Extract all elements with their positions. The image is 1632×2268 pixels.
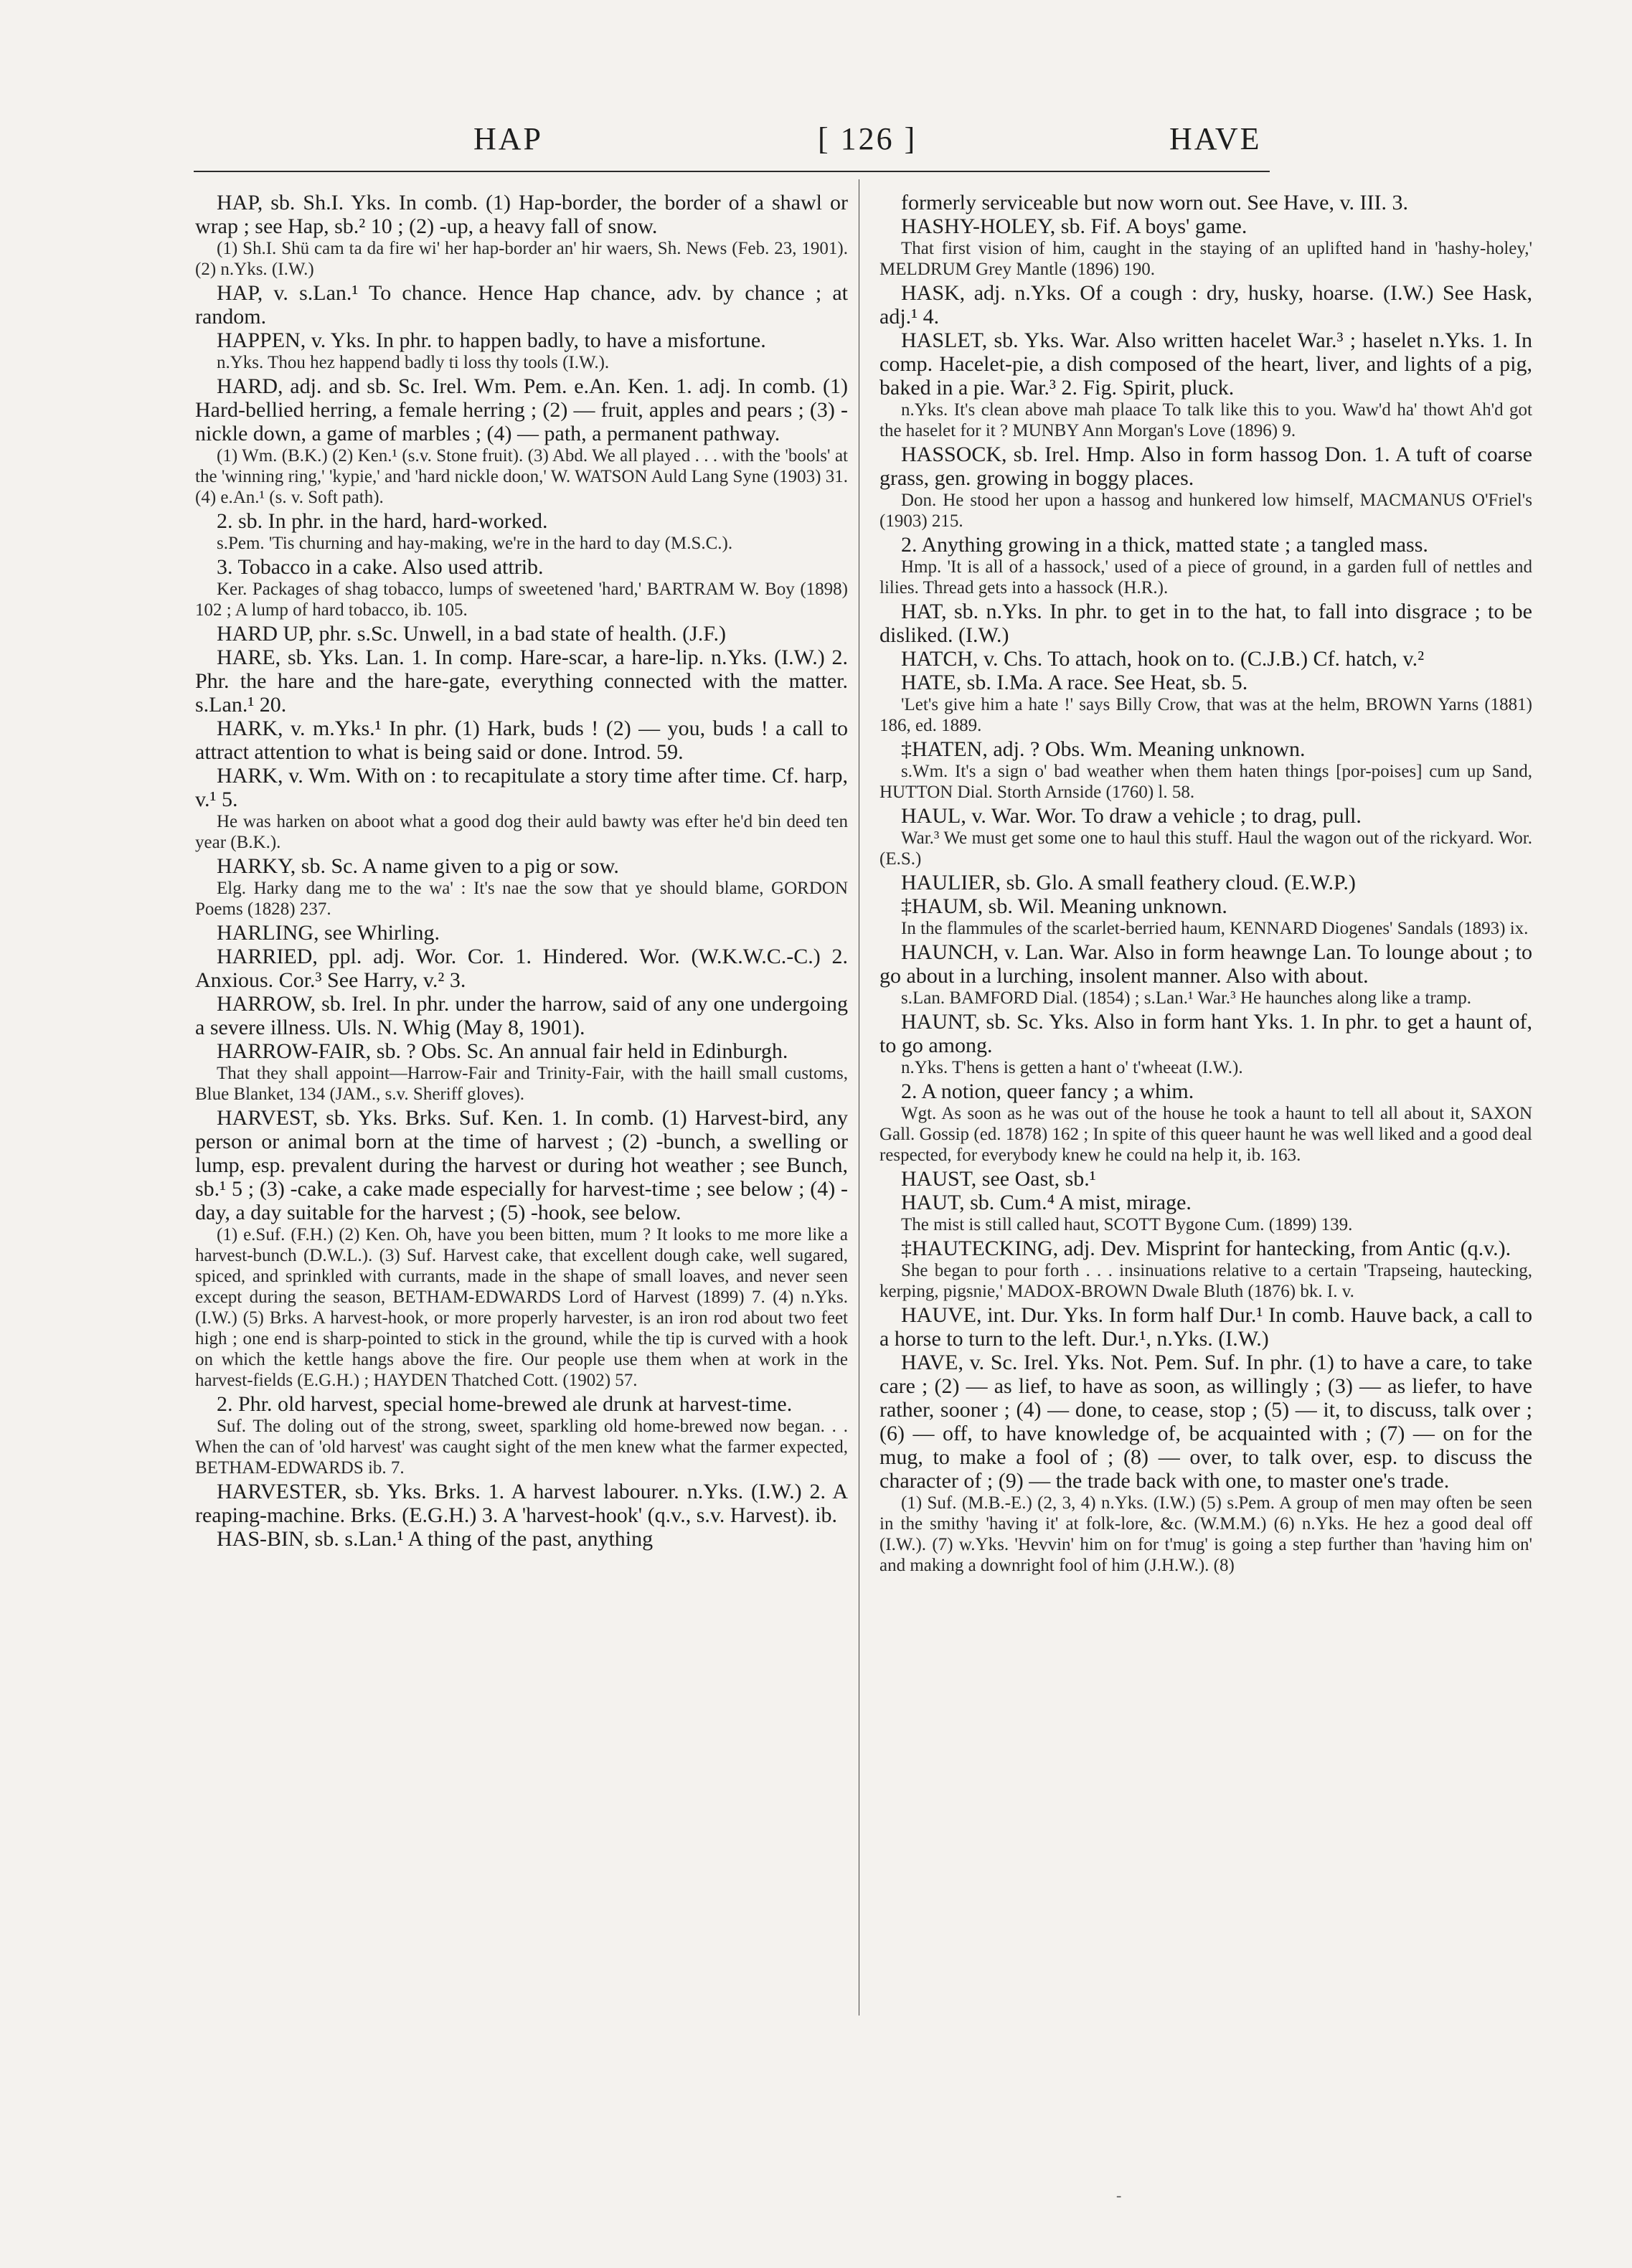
dictionary-entry: HATCH, v. Chs. To attach, hook on to. (C.J.B.) Cf. hatch, v.² <box>901 647 1425 671</box>
dictionary-entry: HARRIED, ppl. adj. Wor. Cor. 1. Hindered. Wor. (W.K.W.C.-C.) 2. Anxious. Cor.³ See Harry, v.² 3. <box>195 945 848 992</box>
citation-paragraph: Ker. Packages of shag tobacco, lumps of sweetened 'hard,' BARTRAM W. Boy (1898) 102 ; A lump of hard tobacco, ib. 105. <box>195 580 848 620</box>
citation-paragraph: Elg. Harky dang me to the wa' : It's nae the sow that ye should blame, GORDON Poems (1828) 237. <box>195 879 848 919</box>
citation-paragraph: n.Yks. It's clean above mah plaace To talk like this to you. Waw'd ha' thowt Ah'd got the haselet for it ? MUNBY Ann Morgan's Love (1896) 9. <box>879 400 1532 440</box>
citation-paragraph: Hmp. 'It is all of a hassock,' used of a piece of ground, in a garden full of nettles and lilies. Thread gets into a hassock (H.R.). <box>879 557 1532 597</box>
citation-paragraph: s.Lan. BAMFORD Dial. (1854) ; s.Lan.¹ War.³ He haunches along like a tramp. <box>901 988 1472 1008</box>
dictionary-entry: HAS-BIN, sb. s.Lan.¹ A thing of the past, anything <box>217 1527 654 1551</box>
citation-paragraph: (1) Wm. (B.K.) (2) Ken.¹ (s.v. Stone fruit). (3) Abd. We all played . . . with the 'bools' at the 'winning ring,' 'kypie,' and 'hard nickle doon,' W. WATSON Auld Lang Syne (1903) 31. (4) e.An.¹ (s. v. Soft path). <box>195 446 848 507</box>
citation-paragraph: She began to pour forth . . . insinuations relative to a certain 'Trapseing, hautecking, kerping, pigsnie,' MADOX-BROWN Dwale Bluth (1876) bk. I. v. <box>879 1261 1532 1301</box>
citation-paragraph: s.Pem. 'Tis churning and hay-making, we're in the hard to day (M.S.C.). <box>217 534 733 553</box>
dictionary-entry: HAUNCH, v. Lan. War. Also in form heawnge Lan. To lounge about ; to go about in a lurching, insolent manner. Also with about. <box>879 940 1532 988</box>
dictionary-entry: HARE, sb. Yks. Lan. 1. In comp. Hare-scar, a hare-lip. n.Yks. (I.W.) 2. Phr. the hare and the hare-gate, everything connected with the matter. s.Lan.¹ 20. <box>195 646 848 717</box>
dictionary-entry: HASLET, sb. Yks. War. Also written hacelet War.³ ; haselet n.Yks. 1. In comp. Hacelet-pie, a dish composed of the heart, liver, and lights of a pig, baked in a pie. War.³ 2. Fig. Spirit, pluck. <box>879 329 1532 400</box>
citation-paragraph: (1) Sh.I. Shü cam ta da fire wi' her hap-border an' hir waers, Sh. News (Feb. 23, 1901). (2) n.Yks. (I.W.) <box>195 239 848 279</box>
running-header <box>194 121 1270 171</box>
header-first-word: HAP <box>473 121 544 156</box>
left-column <box>195 191 848 2027</box>
dictionary-entry: 2. Phr. old harvest, special home-brewed ale drunk at harvest-time. <box>217 1392 793 1416</box>
citation-paragraph: The mist is still called haut, SCOTT Bygone Cum. (1899) 139. <box>901 1215 1353 1234</box>
dictionary-entry: 2. Anything growing in a thick, matted state ; a tangled mass. <box>901 533 1428 557</box>
footer-mark: - <box>1116 2186 1122 2204</box>
dictionary-entry: HARROW-FAIR, sb. ? Obs. Sc. An annual fair held in Edinburgh. <box>217 1039 788 1063</box>
citation-paragraph: n.Yks. Thou hez happend badly ti loss thy tools (I.W.). <box>217 353 610 372</box>
dictionary-entry: HAT, sb. n.Yks. In phr. to get in to the hat, to fall into disgrace ; to be disliked. (I.W.) <box>879 600 1532 647</box>
dictionary-entry: formerly serviceable but now worn out. See Have, v. III. 3. <box>901 191 1408 214</box>
dictionary-entry: HAUNT, sb. Sc. Yks. Also in form hant Yks. 1. In phr. to get a haunt of, to go among. <box>879 1010 1532 1057</box>
dictionary-entry: HAULIER, sb. Glo. A small feathery cloud. (E.W.P.) <box>901 871 1356 894</box>
citation-paragraph: In the flammules of the scarlet-berried haum, KENNARD Diogenes' Sandals (1893) ix. <box>901 919 1529 938</box>
dictionary-entry: ‡HAUM, sb. Wil. Meaning unknown. <box>901 894 1227 918</box>
dictionary-entry: HATE, sb. I.Ma. A race. See Heat, sb. 5. <box>901 671 1248 694</box>
citation-paragraph: Don. He stood her upon a hassog and hunkered low himself, MACMANUS O'Friel's (1903) 215. <box>879 491 1532 531</box>
citation-paragraph: He was harken on aboot what a good dog their auld bawty was efter he'd bin deed ten year (B.K.). <box>195 812 848 852</box>
dictionary-entry: HAP, v. s.Lan.¹ To chance. Hence Hap chance, adv. by chance ; at random. <box>195 281 848 329</box>
citation-paragraph: (1) Suf. (M.B.-E.) (2, 3, 4) n.Yks. (I.W.) (5) s.Pem. A group of men may often be seen in the smithy 'having it' at folk-lore, &c. (W.M.M.) (6) n.Yks. He hez a good deal off (I.W.). (7) w.Yks. 'Hevvin' him on for t'mug' is going a step further than 'having him on' and making a downright fool of him (J.H.W.). (8) <box>879 1493 1532 1575</box>
dictionary-entry: HAPPEN, v. Yks. In phr. to happen badly, to have a misfortune. <box>217 329 766 352</box>
dictionary-entry: HASHY-HOLEY, sb. Fif. A boys' game. <box>901 214 1247 238</box>
dictionary-entry: HAUT, sb. Cum.⁴ A mist, mirage. <box>901 1191 1192 1214</box>
dictionary-entry: 3. Tobacco in a cake. Also used attrib. <box>217 555 544 579</box>
citation-paragraph: Suf. The doling out of the strong, sweet, sparkling old home-brewed now began. . . When the can of 'old harvest' was caught sight of the men knew what the farmer expected, BETHAM-EDWARDS ib. 7. <box>195 1417 848 1478</box>
citation-paragraph: s.Wm. It's a sign o' bad weather when them haten things [por-poises] cum up Sand, HUTTON Dial. Storth Arnside (1760) l. 58. <box>879 762 1532 802</box>
citation-paragraph: 'Let's give him a hate !' says Billy Crow, that was at the helm, BROWN Yarns (1881) 186, ed. 1889. <box>879 695 1532 735</box>
dictionary-entry: 2. A notion, queer fancy ; a whim. <box>901 1079 1194 1103</box>
citation-paragraph: n.Yks. T'hens is getten a hant o' t'wheeat (I.W.). <box>901 1058 1243 1077</box>
dictionary-entry: HAUL, v. War. Wor. To draw a vehicle ; to drag, pull. <box>901 804 1362 828</box>
dictionary-entry: HARKY, sb. Sc. A name given to a pig or sow. <box>217 854 619 878</box>
dictionary-entry: HAUST, see Oast, sb.¹ <box>901 1167 1096 1191</box>
dictionary-entry: HARD UP, phr. s.Sc. Unwell, in a bad state of health. (J.F.) <box>217 622 727 646</box>
citation-paragraph: (1) e.Suf. (F.H.) (2) Ken. Oh, have you been bitten, mum ? It looks to me more like a harvest-bunch (D.W.L.). (3) Suf. Harvest cake, that excellent dough cake, well sugared, spiced, and sprinkled with currants, made in the shape of small loaves, and never seen except during the season, BETHAM-EDWARDS Lord of Harvest (1899) 7. (4) n.Yks. (I.W.) (5) Brks. A harvest-hook, or more properly harvester, is an iron rod about two feet high ; one end is sharp-pointed to stick in the ground, while the tip is curved with a hook on which the kettle hangs above the fire. Our people use them when at work in the harvest-fields (E.G.H.) ; HAYDEN Thatched Cott. (1902) 57. <box>195 1225 848 1390</box>
dictionary-entry: HAVE, v. Sc. Irel. Yks. Not. Pem. Suf. In phr. (1) to have a care, to take care ; (2) — as lief, to have as soon, as willingly ; (3) — as liefer, to have rather, sooner ; (4) — done, to cease, stop ; (5) — it, to discuss, talk over ; (6) — off, to have knowledge of, be acquainted with ; (7) — on for the mug, to make a fool of ; (8) — over, to talk over, esp. to discuss the character of ; (9) — the trade back with one, to master one's trade. <box>879 1351 1532 1493</box>
citation-paragraph: That first vision of him, caught in the staying of an uplifted hand in 'hashy-holey,' MELDRUM Grey Mantle (1896) 190. <box>879 239 1532 279</box>
dictionary-entry: 2. sb. In phr. in the hard, hard-worked. <box>217 509 548 533</box>
right-column <box>879 191 1532 2027</box>
citation-paragraph: War.³ We must get some one to haul this stuff. Haul the wagon out of the rickyard. Wor. (E.S.) <box>879 828 1532 869</box>
dictionary-entry: HAP, sb. Sh.I. Yks. In comb. (1) Hap-border, the border of a shawl or wrap ; see Hap, sb.² 10 ; (2) -up, a heavy fall of snow. <box>195 191 848 238</box>
citation-paragraph: That they shall appoint—Harrow-Fair and Trinity-Fair, with the haill small customs, Blue Blanket, 134 (JAM., s.v. Sheriff gloves). <box>195 1064 848 1104</box>
header-last-word: HAVE <box>1169 121 1262 156</box>
dictionary-entry: HARK, v. Wm. With on : to recapitulate a story time after time. Cf. harp, v.¹ 5. <box>195 764 848 811</box>
citation-paragraph: Wgt. As soon as he was out of the house he took a haunt to tell all about it, SAXON Gall. Gossip (ed. 1878) 162 ; In spite of this queer haunt he was well liked and a good deal respected, for everybody knew he could na help it, ib. 163. <box>879 1104 1532 1165</box>
dictionary-entry: ‡HAUTECKING, adj. Dev. Misprint for hantecking, from Antic (q.v.). <box>901 1237 1511 1260</box>
dictionary-entry: HARLING, see Whirling. <box>217 921 440 945</box>
dictionary-entry: HAUVE, int. Dur. Yks. In form half Dur.¹ In comb. Hauve back, a call to a horse to turn to the left. Dur.¹, n.Yks. (I.W.) <box>879 1303 1532 1351</box>
dictionary-entry: HARVEST, sb. Yks. Brks. Suf. Ken. 1. In comb. (1) Harvest-bird, any person or animal born at the time of harvest ; (2) -bunch, a swelling or lump, esp. prevalent during the harvest or during hot weather ; see Bunch, sb.¹ 5 ; (3) -cake, a cake made especially for harvest-time ; see below ; (4) -day, a day suitable for the harvest ; (5) -hook, see below. <box>195 1106 848 1224</box>
dictionary-entry: HARROW, sb. Irel. In phr. under the harrow, said of any one undergoing a severe illness. Uls. N. Whig (May 8, 1901). <box>195 992 848 1039</box>
header-rule <box>194 171 1270 172</box>
page-number: [ 126 ] <box>818 121 918 156</box>
dictionary-entry: HARD, adj. and sb. Sc. Irel. Wm. Pem. e.An. Ken. 1. adj. In comb. (1) Hard-bellied herring, a female herring ; (2) — fruit, apples and pears ; (3) -nickle down, a game of marbles ; (4) — path, a permanent pathway. <box>195 374 848 445</box>
dictionary-entry: HASSOCK, sb. Irel. Hmp. Also in form hassog Don. 1. A tuft of coarse grass, gen. growing in boggy places. <box>879 443 1532 490</box>
dictionary-entry: HARK, v. m.Yks.¹ In phr. (1) Hark, buds ! (2) — you, buds ! a call to attract attention to what is being said or done. Introd. 59. <box>195 717 848 764</box>
dictionary-entry: ‡HATEN, adj. ? Obs. Wm. Meaning unknown. <box>901 737 1306 761</box>
dictionary-entry: HASK, adj. n.Yks. Of a cough : dry, husky, hoarse. (I.W.) See Hask, adj.¹ 4. <box>879 281 1532 329</box>
dictionary-entry: HARVESTER, sb. Yks. Brks. 1. A harvest labourer. n.Yks. (I.W.) 2. A reaping-machine. Brks. (E.G.H.) 3. A 'harvest-hook' (q.v., s.v. Harvest). ib. <box>195 1480 848 1527</box>
